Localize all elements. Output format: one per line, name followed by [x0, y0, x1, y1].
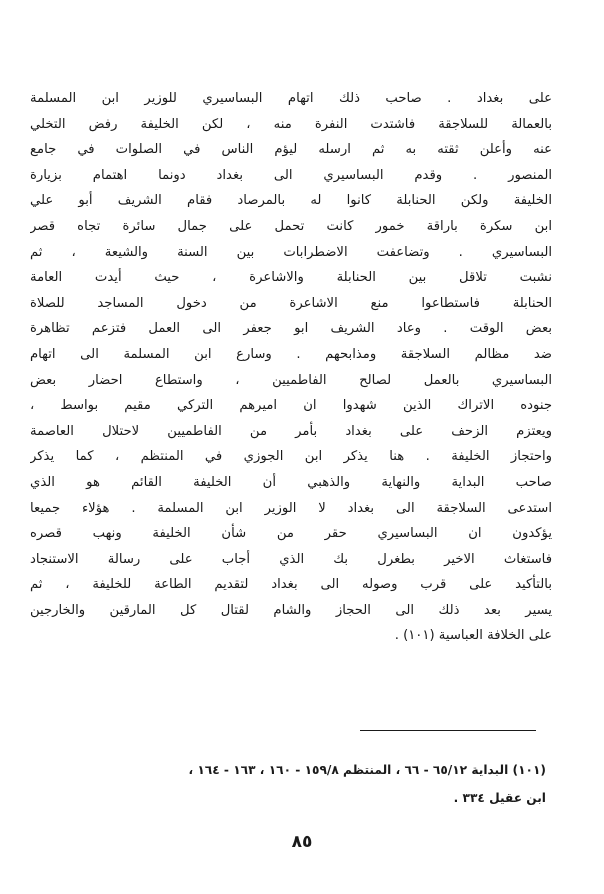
- footnote: [40, 756, 546, 812]
- text-line: يؤكدون ان البساسيري حقر من شأن الخليفة ونهب قصره: [30, 526, 552, 542]
- text-line: يسير بعد ذلك الى الحجاز والشام لقتال كل المارقين والخارجين: [30, 602, 552, 618]
- page-number: ٨٥: [291, 832, 313, 852]
- footnote-divider: [360, 730, 536, 731]
- text-line: واحتجاز الخليفة . هنا يذكر ابن الجوزي في المنتظم ، كما يذكر: [30, 449, 552, 465]
- body-text: [30, 86, 552, 649]
- text-line: نشبت تلاقل بين الحنابلة والاشاعرة ، حيث أيدت العامة: [30, 270, 552, 286]
- text-line: عنه وأعلن ثقته به ثم ارسله ليؤم الناس في الصلوات في جامع: [30, 142, 552, 158]
- text-line: بالعمالة للسلاجقة فاشتدت النفرة منه ، لكن الخليفة رفض التخلي: [30, 116, 552, 132]
- text-line: ضد مظالم السلاجقة ومذابحهم . وسارع ابن المسلمة الى اتهام: [30, 346, 552, 362]
- text-line: جنوده الاتراك الذين شهدوا ان اميرهم التركي مقيم بواسط ،: [30, 398, 552, 414]
- footnote-line: ابن عقيل ٣٣٤ .: [453, 791, 546, 805]
- text-line: الحنابلة فاستطاعوا منع الاشاعرة من دخول المساجد للصلاة: [30, 295, 552, 311]
- footnote-line: (١٠١) البداية ٦٥/١٢ - ٦٦ ، المنتظم ١٥٩/٨ - ١٦٠ ، ١٦٣ - ١٦٤ ،: [188, 763, 546, 777]
- text-line: الخليفة ولكن الحنابلة كانوا له بالمرصاد فقام الشريف أبو علي: [30, 193, 552, 209]
- text-line: صاحب البداية والنهاية والذهبي أن الخليفة القائم هو الذي: [30, 474, 552, 490]
- text-line: بالتأكيد على قرب وصوله الى بغداد لتقديم الطاعة للخليفة ، ثم: [30, 577, 552, 593]
- text-line: المنصور . وقدم البساسيري الى بغداد دونما اهتمام بزيارة: [30, 167, 552, 183]
- text-line: بعض الوقت . وعاد الشريف ابو جعفر الى العمل فتزعم تظاهرة: [30, 321, 552, 337]
- text-line: استدعى السلاجقة الى بغداد لا الوزير ابن المسلمة . هؤلاء جميعا: [30, 500, 552, 516]
- text-line: البساسيري بالعمل لصالح الفاطميين ، واستطاع احضار بعض: [30, 372, 552, 388]
- text-line: على بغداد . صاحب ذلك اتهام البساسيري للوزير ابن المسلمة: [30, 91, 552, 106]
- text-line-last: على الخلافة العباسية (١٠١) .: [394, 628, 552, 644]
- text-line: فاستغاث الاخير بطغرل بك الذي أجاب على رسالة الاستنجاد: [30, 551, 552, 567]
- text-line: ابن سكرة باراقة خمور كانت تحمل على جمال سائرة تجاه قصر: [30, 218, 552, 234]
- text-line: ويعتزم الزحف على بغداد بأمر من الفاطميين لاحتلال العاصمة: [30, 423, 552, 439]
- text-line: البساسيري . وتضاعفت الاضطرابات بين السنة والشيعة ، ثم: [30, 244, 552, 260]
